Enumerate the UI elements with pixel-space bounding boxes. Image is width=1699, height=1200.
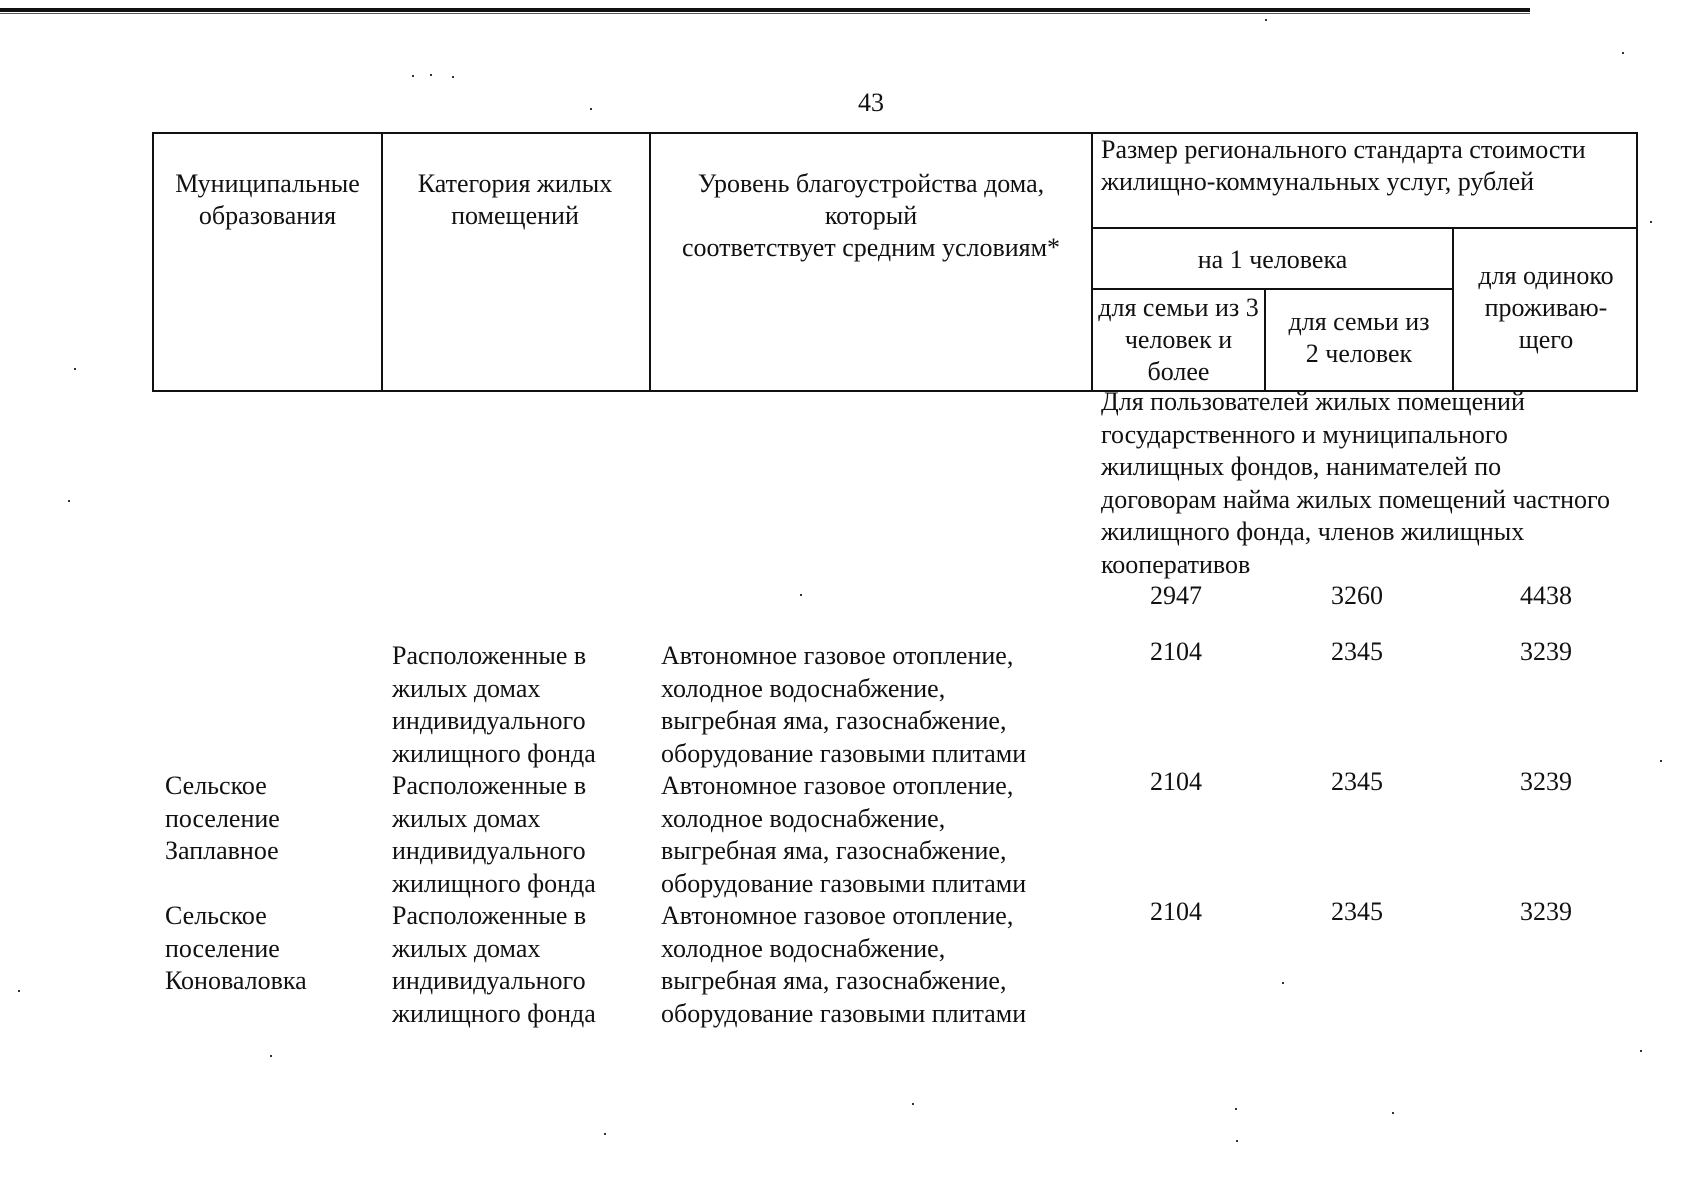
header-regional-standard: Размер регионального стандарта стоимости жилищно-коммунальных услуг, рублей xyxy=(1101,135,1586,196)
row-value-single: 3239 xyxy=(1520,767,1572,796)
row-value-family3: 2104 xyxy=(1150,637,1202,666)
row-value-single: 3239 xyxy=(1520,897,1572,926)
page-number: 43 xyxy=(858,88,884,117)
row-value-single: 3239 xyxy=(1520,637,1572,666)
group-value-single: 4438 xyxy=(1520,581,1572,610)
scan-border-line xyxy=(0,8,1530,12)
row-divider xyxy=(1091,288,1452,290)
header-family-2: для семьи из 2 человек xyxy=(1288,307,1430,368)
group-value-family2: 3260 xyxy=(1331,581,1383,610)
row-improvement-level: Автономное газовое отопление, холодное водоснабжение, выгребная яма, газоснабжение, оборудование газовыми плитами xyxy=(661,901,1027,1028)
group-value-family3: 2947 xyxy=(1150,581,1202,610)
row-value-family2: 2345 xyxy=(1331,897,1383,926)
row-value-family2: 2345 xyxy=(1331,637,1383,666)
row-category: Расположенные в жилых домах индивидуального жилищного фонда xyxy=(392,771,596,898)
row-improvement-level: Автономное газовое отопление, холодное водоснабжение, выгребная яма, газоснабжение, оборудование газовыми плитами xyxy=(661,641,1027,768)
header-per-person: на 1 человека xyxy=(1197,245,1348,274)
group-title: Для пользователей жилых помещений государственного и муниципального жилищных фондов, нанимателей по договорам найма жилых помещений частного жилищного фонда, членов жилищных кооперативов xyxy=(1101,387,1611,579)
row-category: Расположенные в жилых домах индивидуального жилищного фонда xyxy=(392,641,596,768)
row-value-family2: 2345 xyxy=(1331,767,1383,796)
header-category: Категория жилых помещений xyxy=(417,169,613,230)
header-improvement-level: Уровень благоустройства дома, который соответствует средним условиям* xyxy=(681,169,1061,262)
header-municipalities: Муниципальные образования xyxy=(175,169,360,230)
row-value-family3: 2104 xyxy=(1150,897,1202,926)
row-improvement-level: Автономное газовое отопление, холодное водоснабжение, выгребная яма, газоснабжение, оборудование газовыми плитами xyxy=(661,771,1027,898)
row-category: Расположенные в жилых домах индивидуального жилищного фонда xyxy=(392,901,596,1028)
row-divider xyxy=(1091,227,1636,229)
row-value-family3: 2104 xyxy=(1150,767,1202,796)
header-single: для одиноко проживаю-щего xyxy=(1478,261,1614,354)
table-header xyxy=(152,132,1638,392)
row-municipality: Сельское поселение Заплавное xyxy=(165,771,280,865)
scan-border-line-thin xyxy=(0,13,1530,14)
header-family-3: для семьи из 3 человек и более xyxy=(1098,293,1259,386)
row-municipality: Сельское поселение Коноваловка xyxy=(165,901,307,995)
